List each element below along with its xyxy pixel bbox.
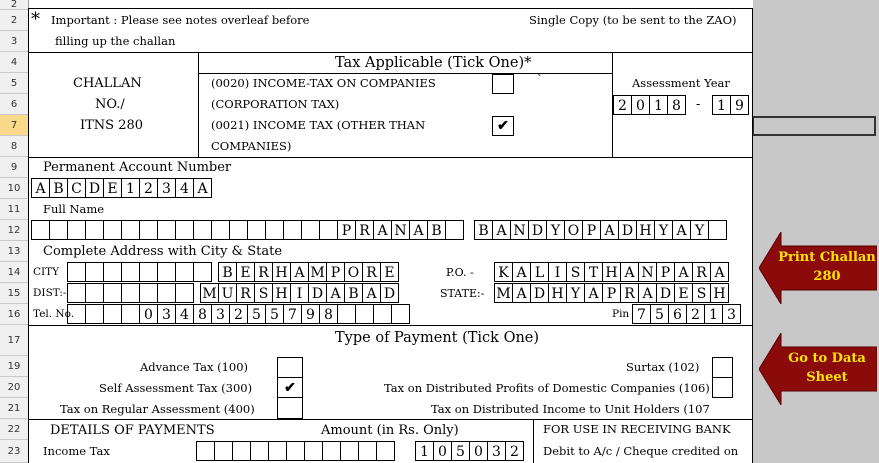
name-char[interactable]: O (565, 220, 583, 240)
section-divider (28, 325, 753, 326)
pan-char[interactable]: C (68, 178, 86, 198)
po-char[interactable]: R (693, 262, 711, 282)
row-number[interactable]: 8 (0, 136, 28, 157)
row-number[interactable]: 2 (0, 10, 28, 31)
name-char[interactable]: B (475, 220, 493, 240)
row-number[interactable]: 3 (0, 31, 28, 52)
po-char[interactable]: N (639, 262, 657, 282)
tax-option-other-label: (0021) INCOME TAX (OTHER THAN (211, 118, 426, 132)
dist-char[interactable]: S (255, 283, 273, 303)
name-char[interactable]: B (428, 220, 446, 240)
print-challan-label: Print Challan 280 (778, 250, 876, 284)
dist-empty-cells[interactable] (67, 283, 194, 303)
challan-title: CHALLAN (73, 76, 142, 91)
amount-digit[interactable]: 1 (416, 441, 434, 461)
pan-char[interactable]: A (32, 178, 50, 198)
po-field[interactable] (494, 262, 729, 282)
row-number[interactable]: 2 (0, 0, 28, 10)
city-char[interactable]: M (309, 262, 327, 282)
active-cell-selection[interactable] (752, 116, 876, 136)
city-empty-cells[interactable] (67, 262, 212, 282)
name-char[interactable]: A (410, 220, 428, 240)
regular-assessment-label: Tax on Regular Assessment (400) (60, 402, 255, 416)
important-note-line1: Important : Please see notes overleaf before (51, 13, 310, 27)
name-char[interactable]: H (637, 220, 655, 240)
tel-digit[interactable]: 0 (140, 304, 158, 324)
po-char[interactable]: S (567, 262, 585, 282)
state-char[interactable]: E (675, 283, 693, 303)
tax-option-companies-checkbox[interactable] (492, 74, 514, 94)
row-number[interactable]: 9 (0, 157, 28, 178)
state-char[interactable]: H (711, 283, 729, 303)
year-separator: - (696, 97, 701, 112)
row-number[interactable]: 15 (0, 283, 28, 304)
amount-title: Amount (in Rs. Only) (321, 423, 459, 438)
city-label: CITY (33, 266, 60, 278)
tel-digit[interactable]: 3 (158, 304, 176, 324)
tel-digit[interactable]: 8 (320, 304, 338, 324)
city-char[interactable]: E (237, 262, 255, 282)
name-char[interactable]: Y (655, 220, 673, 240)
year-digit[interactable]: 8 (668, 95, 686, 115)
go-to-data-sheet-label: Go to Data Sheet (788, 351, 866, 385)
row-number[interactable]: 5 (0, 73, 28, 94)
pin-digit[interactable]: 5 (651, 304, 669, 324)
pan-char[interactable]: 4 (176, 178, 194, 198)
surtax-checkbox[interactable] (712, 357, 733, 378)
tel-digit[interactable]: 9 (302, 304, 320, 324)
pan-label: Permanent Account Number (43, 160, 232, 175)
city-char[interactable]: B (219, 262, 237, 282)
name-char[interactable]: A (673, 220, 691, 240)
tax-option-other-label-2: COMPANIES) (211, 139, 292, 153)
itns-label: ITNS 280 (80, 118, 144, 133)
dist-char[interactable]: D (309, 283, 327, 303)
tel-digit[interactable]: 3 (212, 304, 230, 324)
state-label: STATE:- (440, 287, 485, 300)
full-name-first[interactable] (337, 220, 464, 240)
po-char[interactable]: P (657, 262, 675, 282)
state-char[interactable]: D (531, 283, 549, 303)
state-char[interactable]: Y (567, 283, 585, 303)
pan-char[interactable]: 2 (140, 178, 158, 198)
year-digit[interactable]: 9 (731, 95, 749, 115)
income-tax-label: Income Tax (43, 444, 110, 458)
tel-digit[interactable]: 5 (248, 304, 266, 324)
advance-tax-label: Advance Tax (100) (140, 360, 249, 374)
dist-char[interactable]: D (381, 283, 399, 303)
section-divider (198, 52, 199, 157)
pan-char[interactable]: E (104, 178, 122, 198)
payment-type-title: Type of Payment (Tick One) (335, 330, 540, 346)
name-char[interactable]: D (529, 220, 547, 240)
state-field[interactable] (494, 283, 729, 303)
state-char[interactable]: D (657, 283, 675, 303)
pin-digit[interactable]: 6 (669, 304, 687, 324)
details-of-payments-title: DETAILS OF PAYMENTS (50, 423, 215, 438)
name-char[interactable]: A (374, 220, 392, 240)
po-char[interactable]: A (675, 262, 693, 282)
section-divider (533, 419, 534, 463)
name-char[interactable]: A (493, 220, 511, 240)
row-number[interactable]: 4 (0, 52, 28, 73)
distributed-profits-label: Tax on Distributed Profits of Domestic Companies (106) (384, 381, 710, 395)
dist-label: DIST:- (33, 287, 67, 299)
row-number[interactable]: 12 (0, 220, 28, 241)
row-number-selected[interactable]: 7 (0, 115, 28, 136)
po-char[interactable]: T (585, 262, 603, 282)
amount-digit[interactable]: 2 (506, 441, 524, 461)
pan-field[interactable] (31, 178, 212, 198)
pan-char[interactable]: A (194, 178, 212, 198)
section-divider (198, 73, 613, 74)
regular-assessment-checkbox[interactable] (277, 397, 303, 419)
tel-digit[interactable]: 8 (194, 304, 212, 324)
row-number[interactable]: 22 (0, 419, 28, 440)
tel-digit[interactable]: 2 (230, 304, 248, 324)
amount-digit[interactable]: 5 (452, 441, 470, 461)
year-digit[interactable]: 1 (650, 95, 668, 115)
tel-digit[interactable]: 7 (284, 304, 302, 324)
tax-option-companies-label: (0020) INCOME-TAX ON COMPANIES (211, 76, 436, 90)
pin-field[interactable] (632, 304, 741, 324)
tax-applicable-title: Tax Applicable (Tick One)* (335, 55, 532, 71)
city-char[interactable]: R (255, 262, 273, 282)
po-char[interactable]: H (603, 262, 621, 282)
name-char[interactable]: P (583, 220, 601, 240)
go-to-data-sheet-button[interactable] (759, 333, 877, 405)
pin-digit[interactable]: 1 (705, 304, 723, 324)
amount-digit[interactable]: 0 (470, 441, 488, 461)
city-char[interactable]: R (363, 262, 381, 282)
receiving-bank-title: FOR USE IN RECEIVING BANK (543, 422, 731, 436)
distributed-profits-checkbox[interactable] (712, 377, 733, 398)
city-char[interactable]: H (273, 262, 291, 282)
dist-char[interactable]: M (201, 283, 219, 303)
row-number[interactable]: 20 (0, 377, 28, 398)
po-char[interactable]: A (621, 262, 639, 282)
pan-char[interactable]: D (86, 178, 104, 198)
name-char[interactable]: D (619, 220, 637, 240)
form-border-top (28, 8, 753, 9)
tel-digit[interactable]: 5 (266, 304, 284, 324)
pan-char[interactable]: B (50, 178, 68, 198)
year-digit[interactable]: 0 (632, 95, 650, 115)
dist-char[interactable]: I (291, 283, 309, 303)
section-divider (28, 52, 753, 53)
pin-digit[interactable]: 7 (633, 304, 651, 324)
important-note-line2: filling up the challan (55, 34, 176, 48)
year-digit[interactable]: 1 (713, 95, 731, 115)
row-number[interactable]: 11 (0, 199, 28, 220)
pan-char[interactable]: 3 (158, 178, 176, 198)
state-char[interactable]: M (495, 283, 513, 303)
section-divider (28, 157, 753, 158)
full-name-last[interactable] (474, 220, 727, 240)
city-field[interactable] (218, 262, 399, 282)
challan-no-label: NO./ (95, 97, 125, 112)
name-char[interactable]: P (338, 220, 356, 240)
city-char[interactable]: P (327, 262, 345, 282)
state-char[interactable]: H (549, 283, 567, 303)
name-char[interactable]: N (511, 220, 529, 240)
address-label: Complete Address with City & State (43, 244, 283, 259)
tel-label: Tel. No. (33, 308, 75, 320)
row-number[interactable]: 19 (0, 356, 28, 377)
form-border-right (752, 8, 753, 463)
po-label: P.O. - (446, 266, 474, 279)
po-char[interactable]: I (549, 262, 567, 282)
city-char[interactable]: E (381, 262, 399, 282)
amount-digit[interactable]: 0 (434, 441, 452, 461)
state-char[interactable]: R (621, 283, 639, 303)
form-border-left (28, 8, 29, 463)
year-digit[interactable]: 2 (614, 95, 632, 115)
name-char[interactable]: Y (547, 220, 565, 240)
city-char[interactable]: O (345, 262, 363, 282)
assessment-year-to[interactable] (712, 95, 749, 115)
po-char[interactable]: A (711, 262, 729, 282)
tax-option-other-checkbox[interactable]: ✔ (492, 116, 514, 136)
row-number[interactable]: 23 (0, 440, 28, 463)
row-number[interactable]: 14 (0, 262, 28, 283)
row-number[interactable]: 16 (0, 304, 28, 325)
pin-digit[interactable]: 3 (723, 304, 741, 324)
tel-digit[interactable]: 4 (176, 304, 194, 324)
state-char[interactable]: P (603, 283, 621, 303)
state-char[interactable]: A (639, 283, 657, 303)
debit-label: Debit to A/c / Cheque credited on (543, 444, 739, 458)
row-number[interactable]: 10 (0, 178, 28, 199)
row-number[interactable]: 17 (0, 325, 28, 356)
po-char[interactable]: L (531, 262, 549, 282)
surtax-label: Surtax (102) (626, 360, 700, 374)
row-number[interactable]: 13 (0, 241, 28, 262)
print-challan-button[interactable] (759, 232, 877, 304)
assessment-year-from[interactable] (613, 95, 686, 115)
income-tax-empty-cells[interactable] (196, 441, 395, 461)
po-char[interactable]: K (495, 262, 513, 282)
full-name-empty-cells[interactable] (31, 220, 338, 240)
advance-tax-checkbox[interactable] (277, 357, 303, 378)
dist-char[interactable]: B (345, 283, 363, 303)
self-assessment-label: Self Assessment Tax (300) (99, 381, 253, 395)
dist-char[interactable]: A (363, 283, 381, 303)
section-divider (28, 419, 753, 420)
income-tax-amount[interactable] (415, 441, 524, 461)
name-char[interactable]: R (356, 220, 374, 240)
dist-char[interactable]: H (273, 283, 291, 303)
name-char[interactable]: A (601, 220, 619, 240)
city-char[interactable]: A (291, 262, 309, 282)
assessment-year-label: Assessment Year (632, 76, 730, 90)
dist-field[interactable] (200, 283, 399, 303)
stray-mark: ` (537, 72, 543, 86)
dist-char[interactable]: R (237, 283, 255, 303)
tax-option-companies-label-2: (CORPORATION TAX) (211, 97, 340, 111)
row-number[interactable]: 21 (0, 398, 28, 419)
row-number[interactable]: 6 (0, 94, 28, 115)
state-char[interactable]: S (693, 283, 711, 303)
pin-label: Pin (612, 308, 630, 320)
state-char[interactable]: A (513, 283, 531, 303)
full-name-label: Full Name (43, 202, 105, 216)
state-char[interactable]: A (585, 283, 603, 303)
name-char[interactable]: Y (691, 220, 709, 240)
tel-field[interactable] (139, 304, 410, 324)
amount-digit[interactable]: 3 (488, 441, 506, 461)
asterisk-mark: * (31, 9, 40, 30)
single-copy-note: Single Copy (to be sent to the ZAO) (529, 13, 737, 27)
distributed-income-label: Tax on Distributed Income to Unit Holders (107 (431, 402, 710, 416)
po-char[interactable]: A (513, 262, 531, 282)
pan-char[interactable]: 1 (122, 178, 140, 198)
dist-char[interactable]: A (327, 283, 345, 303)
self-assessment-checkbox[interactable]: ✔ (277, 377, 303, 398)
tel-empty-cells[interactable] (67, 304, 140, 324)
name-char[interactable]: N (392, 220, 410, 240)
pin-digit[interactable]: 2 (687, 304, 705, 324)
dist-char[interactable]: U (219, 283, 237, 303)
